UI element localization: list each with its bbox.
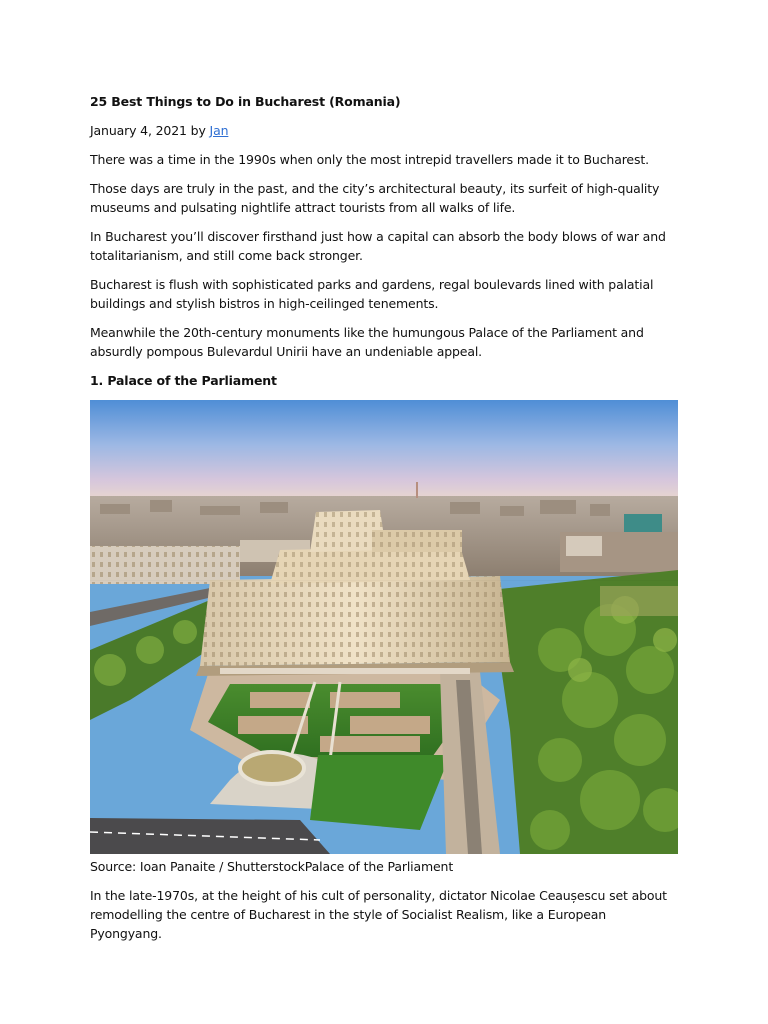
intro-paragraph-3: In Bucharest you’ll discover firsthand just how a capital can absorb the body blows of war and totalitarianism, and still come back stronger. <box>90 229 666 263</box>
intro-paragraph-2: Those days are truly in the past, and the city’s architectural beauty, its surfeit of high-quality museums and pulsating nightlife attract tourists from all walks of life. <box>90 181 660 215</box>
section-paragraph: In the late-1970s, at the height of his cult of personality, dictator Nicolae Ceaușescu set about remodelling the centre of Bucharest in the style of Socialist Realism, like a European Pyongyang. <box>90 888 667 941</box>
byline-by: by <box>190 123 206 138</box>
image-caption: Source: Ioan Panaite / ShutterstockPalace of the Parliament <box>90 859 454 874</box>
intro-paragraph-1: There was a time in the 1990s when only the most intrepid travellers made it to Bucharest. <box>90 152 649 167</box>
article <box>90 92 680 953</box>
byline <box>90 121 680 140</box>
section-heading: 1. Palace of the Parliament <box>90 373 277 388</box>
intro-paragraph-5: Meanwhile the 20th-century monuments like the humungous Palace of the Parliament and absurdly pompous Bulevardul Unirii have an undeniable appeal. <box>90 325 644 359</box>
palace-of-the-parliament-photo <box>90 400 678 854</box>
author-link[interactable]: Jan <box>209 123 229 138</box>
intro-paragraph-4: Bucharest is flush with sophisticated parks and gardens, regal boulevards lined with palatial buildings and stylish bistros in high-ceilinged tenements. <box>90 277 654 311</box>
publish-date: January 4, 2021 <box>90 123 187 138</box>
article-title: 25 Best Things to Do in Bucharest (Romania) <box>90 94 401 109</box>
